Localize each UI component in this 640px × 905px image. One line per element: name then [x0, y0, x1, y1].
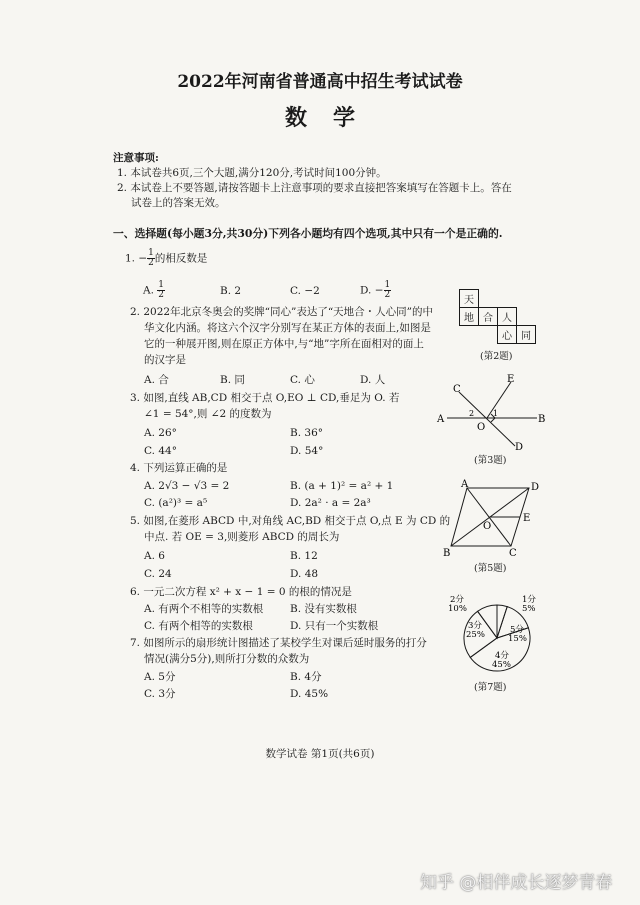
q3-option-b: B. 36°	[290, 427, 324, 439]
q4-option-d: D. 2a² · a = 2a³	[290, 497, 371, 509]
q2-line-4: 的汉字是	[144, 354, 186, 366]
q5-caption: (第5题)	[474, 563, 507, 574]
q7-option-b: B. 4分	[290, 671, 322, 683]
cube-face: 人	[498, 308, 517, 326]
cube-face: 合	[479, 308, 498, 326]
q2-line-1: 2. 2022年北京冬奥会的奖牌“同心”表达了“天地合・人心同”的中	[130, 306, 434, 318]
label-d: D	[531, 482, 540, 493]
label-c: C	[509, 548, 517, 558]
q5-line-2: 中点. 若 OE = 3,则菱形 ABCD 的周长为	[144, 531, 340, 543]
cube-face: 地	[460, 308, 479, 326]
q2-caption: (第2题)	[480, 351, 513, 362]
pie-label: 4分	[495, 651, 509, 661]
q5-option-d: D. 48	[290, 568, 319, 580]
q5-option-b: B. 12	[290, 550, 318, 562]
notes-heading: 注意事项:	[113, 152, 159, 164]
pie-label: 15%	[508, 634, 527, 644]
q3-option-c: C. 44°	[144, 445, 177, 457]
angle-1-label: 1	[493, 409, 499, 418]
pie-label: 45%	[492, 660, 511, 670]
section-1-heading: 一、选择题(每小题3分,共30分)下列各小题均有四个选项,其中只有一个是正确的.	[113, 227, 503, 240]
q2-option-a: A. 合	[144, 374, 169, 386]
q3-caption: (第3题)	[474, 455, 507, 466]
q6-option-d: D. 只有一个实数根	[290, 620, 379, 632]
label-a: A	[437, 414, 445, 425]
watermark: 知乎 @相伴成长逐梦青春	[420, 873, 613, 893]
label-b: B	[443, 548, 451, 558]
q5-figure	[443, 478, 543, 558]
q7-option-c: C. 3分	[144, 688, 176, 700]
q7-pie-chart	[440, 592, 550, 682]
q7-option-a: A. 5分	[144, 671, 176, 683]
q4-option-b: B. (a + 1)² = a² + 1	[290, 480, 394, 492]
pie-label: 2分	[450, 595, 464, 605]
page-footer: 数学试卷 第1页(共6页)	[265, 748, 375, 760]
q7-caption: (第7题)	[474, 682, 507, 693]
subject-title: 数学	[284, 105, 381, 131]
q4-option-c: C. (a²)³ = a⁵	[144, 497, 208, 509]
q1-option-a: A. $\frac{1}{2}$	[143, 280, 164, 300]
pie-label: 10%	[448, 604, 467, 614]
label-o: O	[483, 521, 492, 532]
cube-face: 同	[517, 326, 536, 344]
q1-stem: 1. − $\frac{1}{2}$ 的相反数是	[125, 248, 208, 268]
exam-title: 2022年河南省普通高中招生考试试卷	[177, 72, 463, 92]
q2-option-b: B. 同	[220, 374, 245, 386]
q6-option-c: C. 有两个相等的实数根	[144, 620, 253, 632]
cube-net-figure	[459, 289, 536, 344]
q3-line-2: ∠1 = 54°,则 ∠2 的度数为	[144, 408, 272, 420]
pie-label: 5分	[510, 625, 524, 635]
q2-line-3: 它的一种展开图,则在原正方体中,与“地”字所在面相对的面上	[144, 338, 424, 350]
q1-fraction: $\frac{1}{2}$	[148, 248, 154, 268]
cube-face: 天	[460, 290, 479, 308]
q7-line-1: 7. 如图所示的扇形统计图描述了某校学生对课后延时服务的打分	[130, 637, 427, 649]
q6-option-b: B. 没有实数根	[290, 603, 357, 615]
label-e: E	[507, 374, 515, 385]
q4-option-a: A. 2√3 − √3 = 2	[144, 480, 230, 492]
label-d: D	[515, 442, 524, 452]
q2-option-d: D. 人	[360, 374, 386, 386]
q5-line-1: 5. 如图,在菱形 ABCD 中,对角线 AC,BD 相交于点 O,点 E 为 CD 的	[130, 515, 451, 527]
label-b: B	[538, 414, 545, 425]
cube-face: 心	[498, 326, 517, 344]
q2-line-2: 华文化内涵。将这六个汉字分别写在某正方体的表面上,如图是	[144, 322, 431, 334]
label-a: A	[461, 479, 469, 490]
angle-2-label: 2	[469, 409, 475, 418]
ray-oe	[487, 382, 511, 418]
q6-stem: 6. 一元二次方程 x² + x − 1 = 0 的根的情况是	[130, 586, 352, 598]
q1-option-c: C. −2	[290, 285, 320, 297]
label-o: O	[477, 422, 486, 433]
q1-option-b: B. 2	[220, 285, 242, 297]
pie-label: 25%	[466, 630, 485, 640]
q2-option-c: C. 心	[290, 374, 315, 386]
q4-stem: 4. 下列运算正确的是	[130, 462, 228, 474]
notes-item-3: 试卷上的答案无效。	[131, 197, 226, 209]
q5-option-c: C. 24	[144, 568, 172, 580]
pie-label: 5%	[522, 604, 536, 614]
pie-label: 1分	[522, 595, 536, 605]
q3-line-1: 3. 如图,直线 AB,CD 相交于点 O,EO ⊥ CD,垂足为 O. 若	[130, 392, 400, 404]
line-cd	[459, 392, 515, 446]
q7-line-2: 情况(满分5分),则所打分数的众数为	[144, 653, 310, 665]
q3-figure	[435, 372, 545, 452]
q1-option-d: D. − $\frac{1}{2}$	[360, 280, 391, 300]
q3-option-a: A. 26°	[144, 427, 177, 439]
pie-label: 3分	[468, 621, 482, 631]
q5-option-a: A. 6	[144, 550, 165, 562]
label-c: C	[453, 384, 461, 395]
q6-option-a: A. 有两个不相等的实数根	[144, 603, 264, 615]
notes-item-2: 2. 本试卷上不要答题,请按答题卡上注意事项的要求直接把答案填写在答题卡上。答在	[117, 182, 512, 194]
notes-item-1: 1. 本试卷共6页,三个大题,满分120分,考试时间100分钟。	[117, 167, 387, 179]
label-e: E	[523, 513, 531, 524]
q3-option-d: D. 54°	[290, 445, 324, 457]
q7-option-d: D. 45%	[290, 688, 329, 700]
